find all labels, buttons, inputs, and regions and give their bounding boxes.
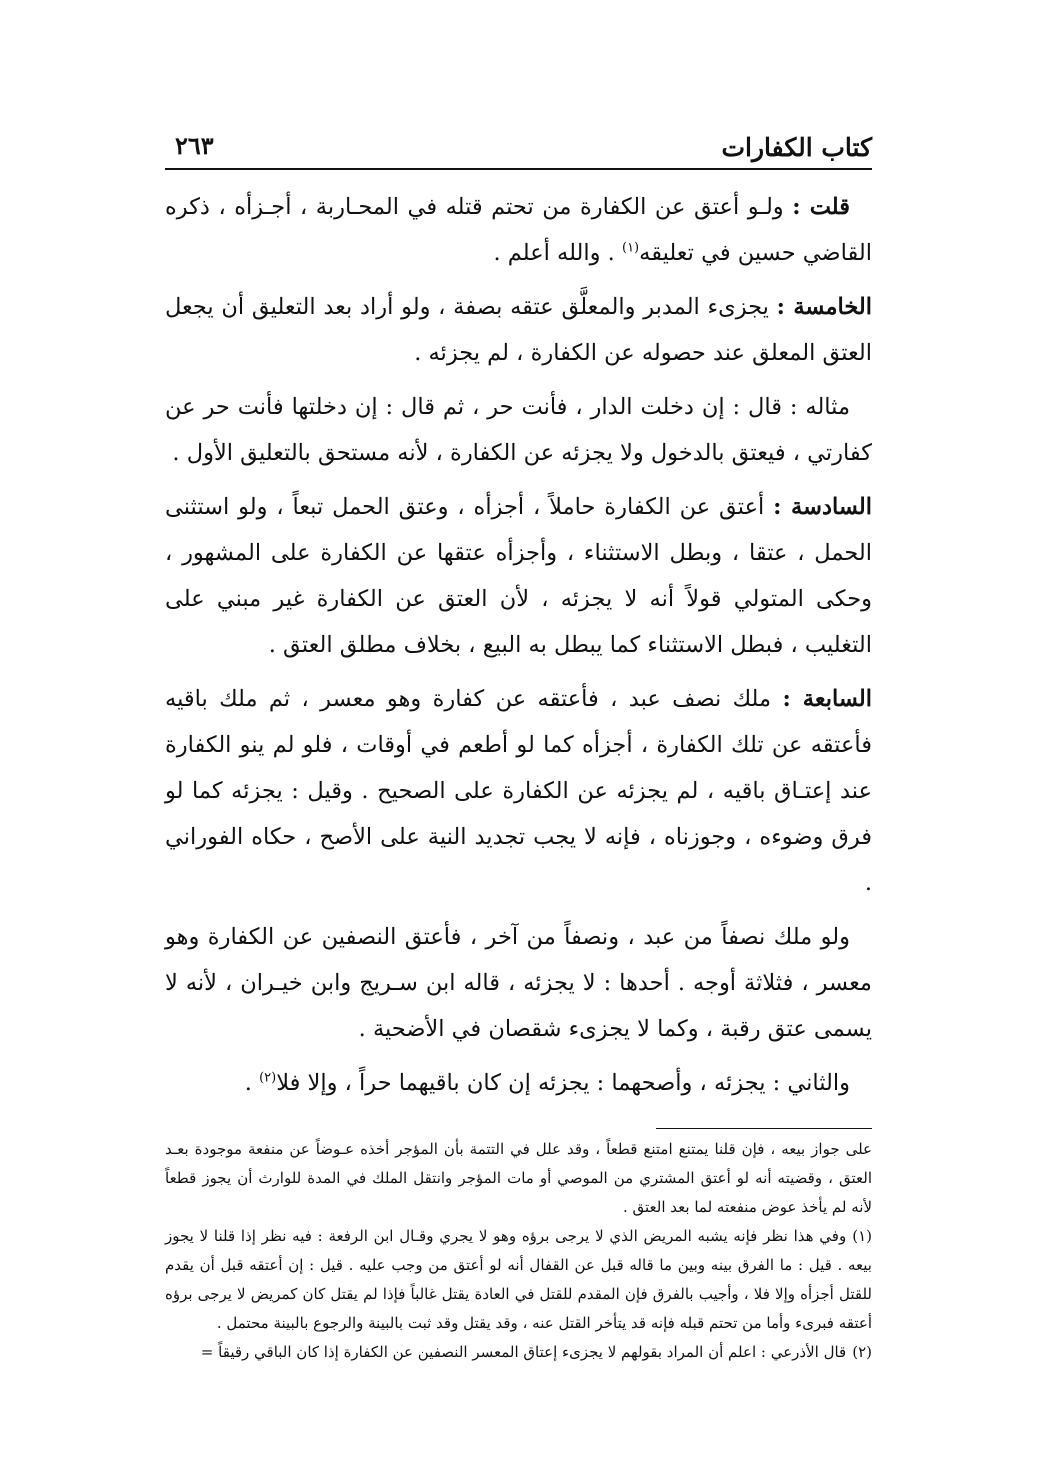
footnotes [165,1135,872,1367]
paragraph-3 [165,384,872,476]
paragraph-4 [165,484,872,668]
page-number: ٢٦٣ [175,131,214,160]
footnote-number: (١) [852,1227,872,1245]
book-page [165,118,872,1438]
footnote-ref-1: (١) [621,240,640,256]
paragraph-6 [165,914,872,1052]
running-title: كتاب الكفارات [721,133,872,162]
paragraph-2 [165,284,872,376]
paragraph-text: ملك نصف عبد ، فأعتقه عن كفارة وهو معسر ، ثم ملك باقيه فأعتقه عن تلك الكفارة ، أجزأه كما لو أطعم في أوقات ، فلو لم ينو الكفارة عند إعتـاق باقيه ، لم يجزئه عن الكفارة على الصحيح . وقيل : يجزئه كما لو فرق وضوءه ، وجوزناه ، فإنه لا يجب تجديد النية على الأصح ، حكاه الفوراني . [165,686,872,896]
paragraph-text: مثاله : قال : إن دخلت الدار ، فأنت حر ، ثم قال : إن دخلتها فأنت حر عن كفارتي ، فيعتق بالدخول ولا يجزئه عن الكفارة ، لأنه مستحق بالتعليق الأول . [165,394,872,466]
footnote-continuation: على جواز بيعه ، فإن قلنا يمتنع امتنع قطعاً ، وقد علل في التتمة بأن المؤجر أخذه عـوضاً عن منفعة موجودة بعـد العتق ، وقضيته أنه لو أعتق المشتري من الموصي أو مات المؤجر وانتقل الملك في المدة للوارث أن يجوز قطعاً لأنه لم يأخذ عوض منفعته لما بعد العتق . [165,1140,872,1216]
paragraph-lead: الخامسة : [776,294,872,320]
continuation-mark: = [200,1343,214,1361]
footnote-divider [656,1128,872,1129]
footnote-2 [165,1338,872,1367]
paragraph-text: والثاني : يجزئه ، وأصحهما : يجزئه إن كان باقيهما حراً ، وإلا فلا [276,1070,850,1096]
paragraph-1 [165,184,872,276]
paragraph-text: أعتق عن الكفارة حاملاً ، أجزأه ، وعتق الحمل تبعاً ، ولو استثنى الحمل ، عتقا ، وبطل الاستثناء ، وأجزأه عتقها عن الكفارة على المشهور ، وحكى المتولي قولاً أنه لا يجزئه ، لأن العتق عن الكفارة غير مبني على التغليب ، فبطل الاستثناء كما يبطل به البيع ، بخلاف مطلق العتق . [165,494,872,658]
main-text [165,184,872,1106]
paragraph-lead: السابعة : [782,686,873,712]
paragraph-5 [165,676,872,906]
footnote-text: وفي هذا نظر فإنه يشبه المريض الذي لا يرجى برؤه وهو لا يجري وقـال ابن الرفعة : فيه نظر إذا قلنا لا يجوز بيعه . قيل : ما الفرق بينه وبين ما قاله قبل عن القفال أنه لو أعتق من وجب عليه . قيل : إن أعتقه قبل أن يقدم للقتل أجزأه وإلا فلا ، وأجيب بالفرق فإن المقدم للقتل في العادة يقتل غالباً فإذا لم يقتل كان كمريض لا يرجى برؤه أعتقه فبرىء وأما من تحتم قبله فإنه قد يتأخر القتل عنه ، وقد يقتل وقد ثبت بالبينة والرجوع بالبينة محتمل . [165,1227,872,1332]
paragraph-tail: . [244,1070,260,1096]
page-header [165,118,872,170]
paragraph-7 [165,1060,872,1106]
footnote-number: (٢) [852,1343,872,1361]
paragraph-lead: السادسة : [773,494,872,520]
paragraph-tail: . والله أعلم . [493,240,622,266]
footnote-text: قال الأذرعي : اعلم أن المراد بقولهم لا يجزىء إعتاق المعسر النصفين عن الكفارة إذا كان الباقي رقيقاً [218,1343,847,1361]
paragraph-lead: قلت : [792,194,851,220]
footnote-ref-2: (٢) [259,1070,277,1086]
paragraph-text: يجزىء المدبر والمعلَّق عتقه بصفة ، ولو أراد بعد التعليق أن يجعل العتق المعلق عند حصوله عن الكفارة ، لم يجزئه . [165,294,872,366]
footnote-1 [165,1222,872,1338]
paragraph-text: ولـو أعتق عن الكفارة من تحتم قتله في المحـاربة ، أجـزأه ، ذكره القاضي حسين في تعليقه [165,194,872,266]
paragraph-text: ولو ملك نصفاً من عبد ، ونصفاً من آخر ، فأعتق النصفين عن الكفارة وهو معسر ، فثلاثة أوجه . أحدها : لا يجزئه ، قاله ابن سـريج وابن خيـران ، لأنه لا يسمى عتق رقبة ، وكما لا يجزىء شقصان في الأضحية . [165,924,872,1042]
